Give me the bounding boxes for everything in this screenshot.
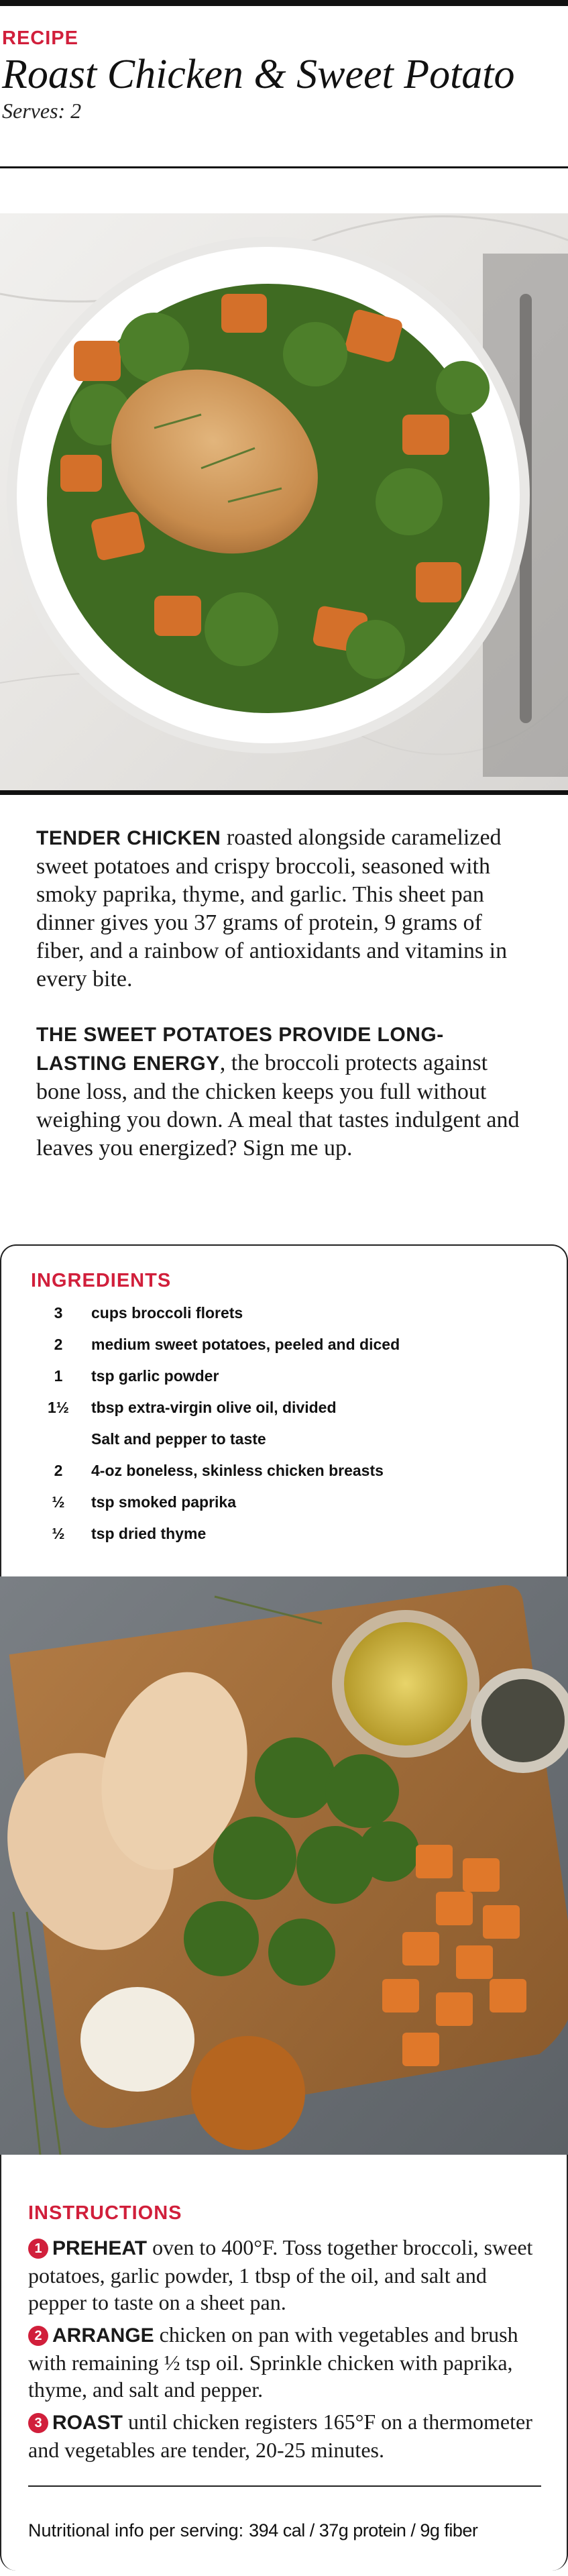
ingredient-row: [31, 1455, 541, 1487]
recipe-title: Roast Chicken & Sweet Potato: [2, 52, 515, 97]
ingredient-row: [31, 1297, 541, 1329]
nutrition-divider: [28, 2485, 541, 2487]
ingredient-item: tsp dried thyme: [91, 1525, 207, 1542]
ingredients-photo: [0, 1576, 568, 2155]
dish-photo: [0, 213, 568, 790]
step-number: 2: [28, 2326, 48, 2346]
ingredient-item: 4-oz boneless, skinless chicken breasts: [91, 1462, 384, 1479]
top-bar: [0, 0, 568, 6]
ingredient-qty: ½: [52, 1493, 65, 1511]
ingredients-section: [31, 1269, 541, 1550]
ingredient-row: [31, 1518, 541, 1550]
instructions-section: [28, 2202, 545, 2469]
intro-paragraph-2: [36, 1020, 532, 1163]
ingredient-qty: 2: [54, 1336, 63, 1353]
step-number: 3: [28, 2413, 48, 2433]
ingredient-item: tsp garlic powder: [91, 1367, 219, 1385]
nutrition-values: 394 cal / 37g protein / 9g fiber: [249, 2520, 478, 2540]
step-verb: ARRANGE: [52, 2324, 154, 2347]
ingredient-item: tsp smoked paprika: [91, 1493, 237, 1511]
ingredient-qty: ½: [52, 1525, 65, 1542]
instructions-title: INSTRUCTIONS: [28, 2202, 182, 2224]
intro-lead-2: THE SWEET POTATOES PROVIDE LONG-LASTING ENERGY: [36, 1024, 444, 1075]
ingredient-item: cups broccoli florets: [91, 1304, 243, 1322]
ingredient-qty: 3: [54, 1304, 63, 1322]
ingredient-item: medium sweet potatoes, peeled and diced: [91, 1336, 400, 1353]
step-text: oven to 400°F. Toss together broccoli, sweet potatoes, garlic powder, 1 tbsp of the oil, and salt and pepper to taste on a sheet pan.: [28, 2235, 533, 2314]
ingredient-item: Salt and pepper to taste: [91, 1430, 266, 1448]
recipe-eyebrow: RECIPE: [2, 28, 78, 49]
step-text: until chicken registers 165°F on a thermometer and vegetables are tender, 20-25 minutes.: [28, 2410, 532, 2462]
ingredients-title: INGREDIENTS: [31, 1270, 172, 1291]
step-verb: PREHEAT: [52, 2237, 148, 2259]
instruction-step: [28, 2321, 545, 2403]
recipe-header: [0, 27, 568, 123]
intro-body-2: , the broccoli protects against bone loss, and the chicken keeps you full without weighing you down. A meal that tastes indulgent and leaves you energized? Sign me up.: [36, 1051, 520, 1161]
ingredient-qty: 1½: [48, 1399, 69, 1416]
ingredient-row: [31, 1392, 541, 1424]
intro-body-1: roasted alongside caramelized sweet potatoes and crispy broccoli, seasoned with smoky paprika, thyme, and garlic. This sheet pan dinner gives you 37 grams of protein, 9 grams of fiber, and a rainbow of antioxidants and vitamins in every bite.: [36, 825, 508, 991]
instructions-list: [28, 2234, 545, 2463]
nutrition-label: Nutritional info per serving:: [28, 2520, 244, 2540]
intro-lead-1: TENDER CHICKEN: [36, 827, 221, 849]
intro-text: [36, 824, 532, 1189]
instruction-step: [28, 2408, 545, 2463]
recipe-serves: Serves: 2: [2, 99, 82, 123]
ingredient-row: [31, 1424, 541, 1455]
ingredient-item: tbsp extra-virgin olive oil, divided: [91, 1399, 337, 1416]
instruction-step: [28, 2234, 545, 2316]
ingredient-row: [31, 1360, 541, 1392]
header-divider: [0, 166, 568, 168]
nutrition-info: [28, 2520, 551, 2541]
ingredient-qty: 1: [54, 1367, 63, 1385]
ingredient-row: [31, 1487, 541, 1518]
photo-divider: [0, 790, 568, 795]
intro-paragraph-1: [36, 824, 532, 994]
ingredient-qty: 2: [54, 1462, 63, 1479]
step-verb: ROAST: [52, 2412, 123, 2434]
ingredients-list: [31, 1297, 541, 1550]
step-text: chicken on pan with vegetables and brush with remaining ½ tsp oil. Sprinkle chicken with paprika, thyme, and salt and pepper.: [28, 2322, 518, 2402]
step-number: 1: [28, 2239, 48, 2259]
ingredient-row: [31, 1329, 541, 1360]
